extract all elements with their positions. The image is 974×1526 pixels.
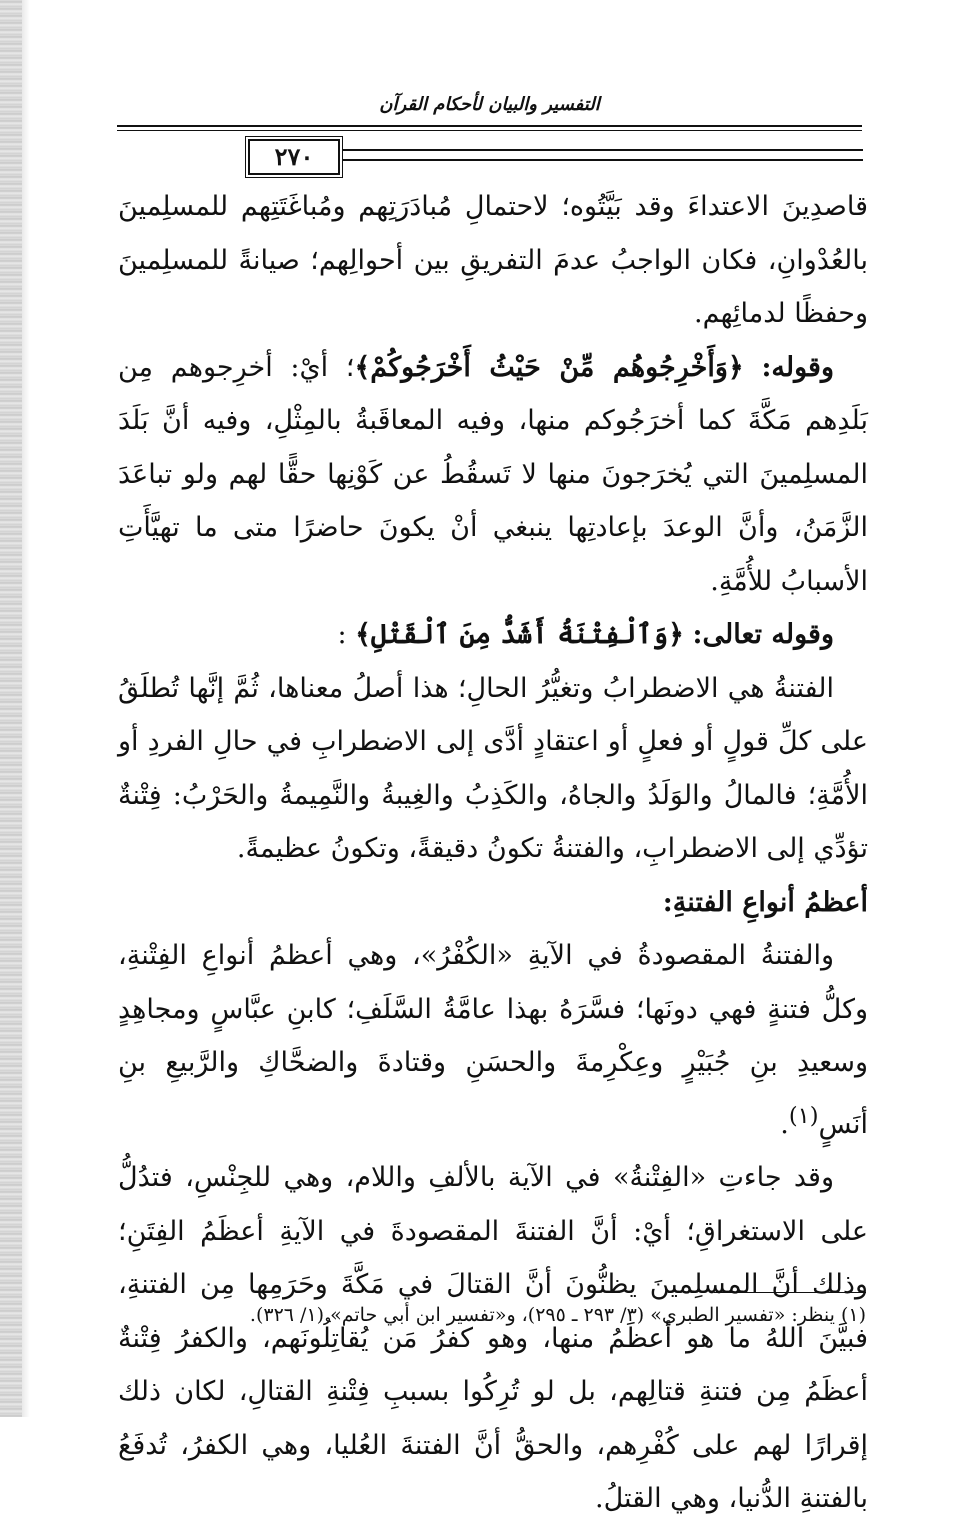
paragraph-5-end: . <box>780 1108 789 1140</box>
scan-edge-shadow <box>22 0 30 1417</box>
paragraph-4: الفتنةُ هي الاضطرابُ وتغيُّرُ الحالِ؛ هذا أصلُ معناها، ثُمَّ إنَّها تُطلَقُ على كلِّ قولٍ أو فعلٍ أو اعتقادٍ أدَّى إلى الاضطرابِ في حالِ الفردِ أو الأُمَّةِ؛ فالمالُ والوَلَدُ والجاهُ، والكَذِبُ والغِيبةُ والنَّمِيمةُ والحَرْبُ: فِتْنةٌ تؤدِّي إلى الاضطرابِ، والفتنةُ تكونُ دقيقةً، وتكونُ عظيمةً. <box>118 672 868 864</box>
section-heading: أعظمُ أنواعِ الفتنةِ: <box>662 886 868 918</box>
paragraph-3 <box>118 608 868 662</box>
paragraph-5-text: والفتنةُ المقصودةُ في الآيةِ «الكُفْرُ»، وهي أعظمُ أنواعِ الفِتْنةِ، وكلُّ فتنةٍ فهي دونَها؛ فسَّرَهُ بهذا عامَّةُ السَّلَفِ؛ كابنِ عبَّاسٍ ومجاهِدٍ وسعيدِ بنِ جُبَيْرٍ وعِكْرِمةَ والحسَنِ وقتادةَ والضحَّاكِ والرَّبيعِ بنِ أنَسٍ <box>118 940 868 1140</box>
paragraph-1: قاصدِينَ الاعتداءَ وقد بَيَّتُوه؛ لاحتمالِ مُبادَرَتِهم ومُباغَتَتِهم للمسلِمينَ بالعُدْوانِ، فكان الواجبُ عدمَ التفريقِ بين أحوالِهم؛ صيانةً للمسلِمينَ وحفظًا لدمائِهم. <box>118 191 868 329</box>
footnote-marker: (١) <box>840 1304 866 1326</box>
footnote-text: ينظر: «تفسير الطبري» (٣/ ٢٩٣ ـ ٢٩٥)، و«تفسير ابن أبي حاتم» (١/ ٣٢٦). <box>249 1304 835 1326</box>
paragraph-5 <box>118 929 868 1151</box>
paragraph-6: وقد جاءتِ «الفِتْنةُ» في الآية بالألفِ واللام، وهي للجِنْسِ، فتدُلُّ على الاستغراقِ؛ أيْ: أنَّ الفتنةَ المقصودةَ في الآيةِ أعظَمُ الفِتَنِ؛ وذلك أنَّ المسلِمينَ يظنُّونَ أنَّ القتالَ في مَكَّةَ وحَرَمِها مِن الفتنةِ، فبيَّنَ اللهُ ما هو أعظَمُ منها، وهو كفرُ مَن يُقاتِلُونَهم، والكفرُ فِتْنةٌ أعظَمُ مِن فتنةِ قتالِهم، بل لو تُرِكُوا بسببِ فِتْنةِ القتالِ، لكان ذلك إقرارًا لهم على كُفْرِهم، والحقُّ أنَّ الفتنةَ العُليا، وهي الكفرُ، تُدفَعُ بالفتنةِ الدُّنيا، وهي القتلُ. <box>118 1162 868 1514</box>
paragraph-3-text: : <box>337 619 347 650</box>
paragraph-2-label: وقوله: <box>761 351 834 383</box>
page-header <box>117 94 862 171</box>
footnote-separator <box>714 1292 866 1293</box>
page-number-rule <box>343 149 863 161</box>
footnote-ref: (١) <box>788 1102 819 1129</box>
paragraph-2-text: ؛ أيْ: أخرِجوهم مِن بَلَدِهم مَكَّةَ كما أخرَجُوكم منها، وفيه المعاقَبةُ بالمِثْلِ، وفيه أنَّ بَلَدَ المسلِمينَ التي يُخرَجونَ منها لا تَسقُطُ عن كَوْنِها حقًّا لهم ولو تباعَدَ الزَّمَنُ، وأنَّ الوعدَ بإعادتِها ينبغي أنْ يكونَ حاضرًا متى ما تهيَّأَتِ الأسبابُ للأُمَّةِ. <box>118 351 868 597</box>
quran-quote-2: ﴿وَٱلْفِتْنَةُ أَشَدُّ مِنَ ٱلْقَتْلِ﴾ <box>355 619 684 650</box>
paragraph-3-label: وقوله تعالى: <box>692 619 834 650</box>
paragraph-2 <box>118 341 868 609</box>
quran-quote-1: ﴿وَأَخْرِجُوهُم مِّنْ حَيْثُ أَخْرَجُوكُمْ﴾ <box>354 351 744 383</box>
page-number: ٢٧٠ <box>248 139 340 175</box>
header-rule-thin <box>117 130 862 131</box>
header-rule <box>117 125 862 127</box>
running-title: التفسير والبيان لأحكام القرآن <box>379 94 600 115</box>
scan-edge <box>0 0 22 1417</box>
footnote <box>180 1300 866 1330</box>
